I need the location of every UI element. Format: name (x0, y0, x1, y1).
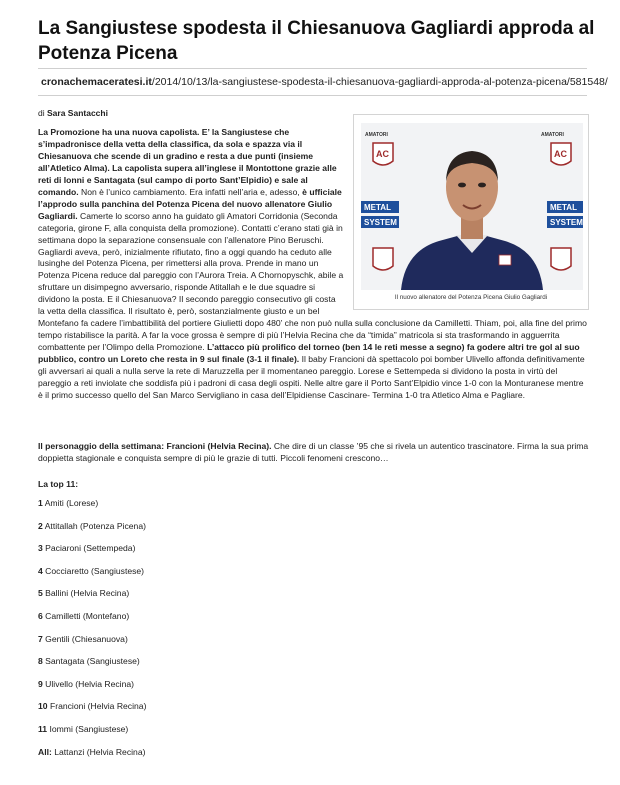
item-number: All: (38, 746, 52, 757)
item-number: 8 (38, 656, 43, 667)
article-body (38, 127, 590, 402)
item-number: 11 (38, 723, 48, 734)
divider (38, 95, 587, 96)
top11-list (38, 497, 146, 768)
list-item (38, 497, 146, 520)
lead-bold: La Promozione ha una nuova capolista. E’ la Sangiustese che s’impadronisce della vetta della classifica, da sola e spazza via il Chiesanuova che scende di un gradino e resta a due punti (insieme all’Atletico Alma). La capolista supera all’inglese il Montottone grazie alle reti di Ionni e Santagata (sul campo di porto Sant’Elpidio) e sale al comando. (38, 127, 337, 197)
item-player: Iommi (Sangiustese) (49, 723, 129, 734)
system-text: SYSTEM (550, 218, 583, 227)
list-item (38, 723, 146, 746)
url-domain: cronachemaceratesi.it (41, 76, 152, 88)
body-text-segment: Non è l’unico cambiamento. Era infatti nell’aria e, adesso, (78, 186, 303, 197)
list-item (38, 542, 146, 565)
item-number: 7 (38, 633, 43, 644)
body-text-segment: Il baby Francioni dà spettacolo poi bomber Ulivello affonda definitivamente gli avversari ai quali a nulla serve la rete di Maruzzella per il momentaneo pareggio. Lorese e Settempeda si dividono la posta in virtù del pareggio a reti inviolate che soddisfa più i padroni di casa degli ospiti. Nelle altre gare il Porto Sant’Elpidio vince 1-0 con la Monturanese mentre è il primo successo quello del San Marco Servigliano in casa dell’Elpidiense Cascinare- Termina 1-0 tra Atletico Alma e Pagliare. (38, 354, 585, 400)
item-player: Camilletti (Montefano) (45, 610, 130, 621)
author-name: Sara Santacchi (47, 108, 108, 118)
sponsor-text: AMATORI (541, 132, 564, 138)
sponsor-text: AMATORI (365, 132, 388, 138)
metal-text: METAL (550, 203, 577, 212)
item-number: 9 (38, 678, 43, 689)
item-number: 4 (38, 565, 43, 576)
item-player: Lattanzi (Helvia Recina) (54, 746, 146, 757)
list-item (38, 678, 146, 701)
item-player: Attitallah (Potenza Picena) (44, 520, 146, 531)
crest-text: AC (376, 149, 389, 159)
body-text-segment: Camerte lo scorso anno ha guidato gli Amatori Corridonia (Seconda categoria, girone F, alla conquista della promozione). Contatti c’erano stati già in settimana dopo la separazione consensuale con l’allenatore Pino Beruschi. Gagliardi aveva, però, inizialmente rifiutato, fino a oggi quando ha ceduto alle lusinghe del Potenza Picena, per rimettersi alla prova. Prende in mano un Potenza Picena reduce dal pareggio con l’Aurora Treia. A Chornopyschk, abile a sfruttare un disimpegno avversario, risponde Atitallah e le due squadre si dividono la posta. E il Chiesanuova? Il secondo pareggio consecutivo gli costa la vetta della classifica. Il risultato è, però, sostanzialmente giusto e un bel Montefano fa cadere l’imbattibilità del portiere Giulietti dopo 480’ che non può nulla sulla conclusione da Camilletti. Thiam, poi, alla fine del primo tempo ristabilisce la parità. A far la voce grossa è sempre di più l’Helvia Recina che da “timida” matricola si sta trasformando in agguerrita combattente per l’Olimpo della Promozione. (38, 210, 587, 353)
url-path: /2014/10/13/la-sangiustese-spodesta-il-chiesanuova-gagliardi-approda-al-potenza-picena/581548/ (151, 76, 608, 88)
item-player: Cocciaretto (Sangiustese) (45, 565, 145, 576)
item-player: Santagata (Sangiustese) (45, 656, 140, 667)
list-item (38, 746, 146, 769)
item-player: Amiti (Lorese) (44, 498, 99, 508)
item-number: 2 (38, 520, 43, 531)
item-number: 5 (38, 588, 43, 599)
item-number: 3 (38, 543, 43, 554)
personaggio-text: Che dire di un classe ’95 che si rivela un autentico trascinatore. Firma la sua prima doppietta stagionale e conquista sempre di più le grazie di tutti. Piccoli fenomeni crescono… (38, 441, 589, 463)
article-title: La Sangiustese spodesta il Chiesanuova Gagliardi approda al Potenza Picena (38, 18, 595, 64)
list-item (38, 700, 146, 723)
item-player: Ulivello (Helvia Recina) (45, 678, 135, 689)
item-player: Paciaroni (Settempeda) (45, 543, 136, 554)
metal-text: METAL (364, 203, 391, 212)
list-item (38, 633, 146, 656)
crest-text: AC (554, 149, 567, 159)
byline-prefix: di (38, 108, 45, 118)
personaggio-heading: Il personaggio della settimana: Francioni (Helvia Recina). (38, 441, 272, 451)
list-item (38, 587, 146, 610)
personaggio-paragraph (38, 441, 590, 465)
item-player: Francioni (Helvia Recina) (49, 701, 147, 712)
list-item (38, 565, 146, 588)
divider (38, 68, 587, 69)
system-text: SYSTEM (364, 218, 397, 227)
highlight-bold: è ufficiale l’approdo sulla panchina del Potenza Picena del nuovo allenatore Giulio Gagliardi. (38, 186, 342, 221)
source-url[interactable] (38, 73, 608, 91)
top11-heading: La top 11: (38, 479, 79, 489)
highlight-bold: L’attacco più prolifico del torneo (ben 14 le reti messe a segno) fa godere altri tre gol al suo pubblico, contro un Loreto che resta in 9 sul finale (3-1 il finale). (38, 342, 580, 365)
list-item (38, 655, 146, 678)
item-number: 6 (38, 610, 43, 621)
item-number: 10 (38, 701, 48, 712)
item-player: Ballini (Helvia Recina) (45, 588, 130, 599)
list-item (38, 610, 146, 633)
item-number: 1 (38, 498, 43, 508)
item-player: Gentili (Chiesanuova) (45, 633, 128, 644)
list-item (38, 520, 146, 543)
byline (38, 108, 108, 118)
photo-caption: Il nuovo allenatore del Potenza Picena Giulio Gagliardi (394, 294, 548, 301)
